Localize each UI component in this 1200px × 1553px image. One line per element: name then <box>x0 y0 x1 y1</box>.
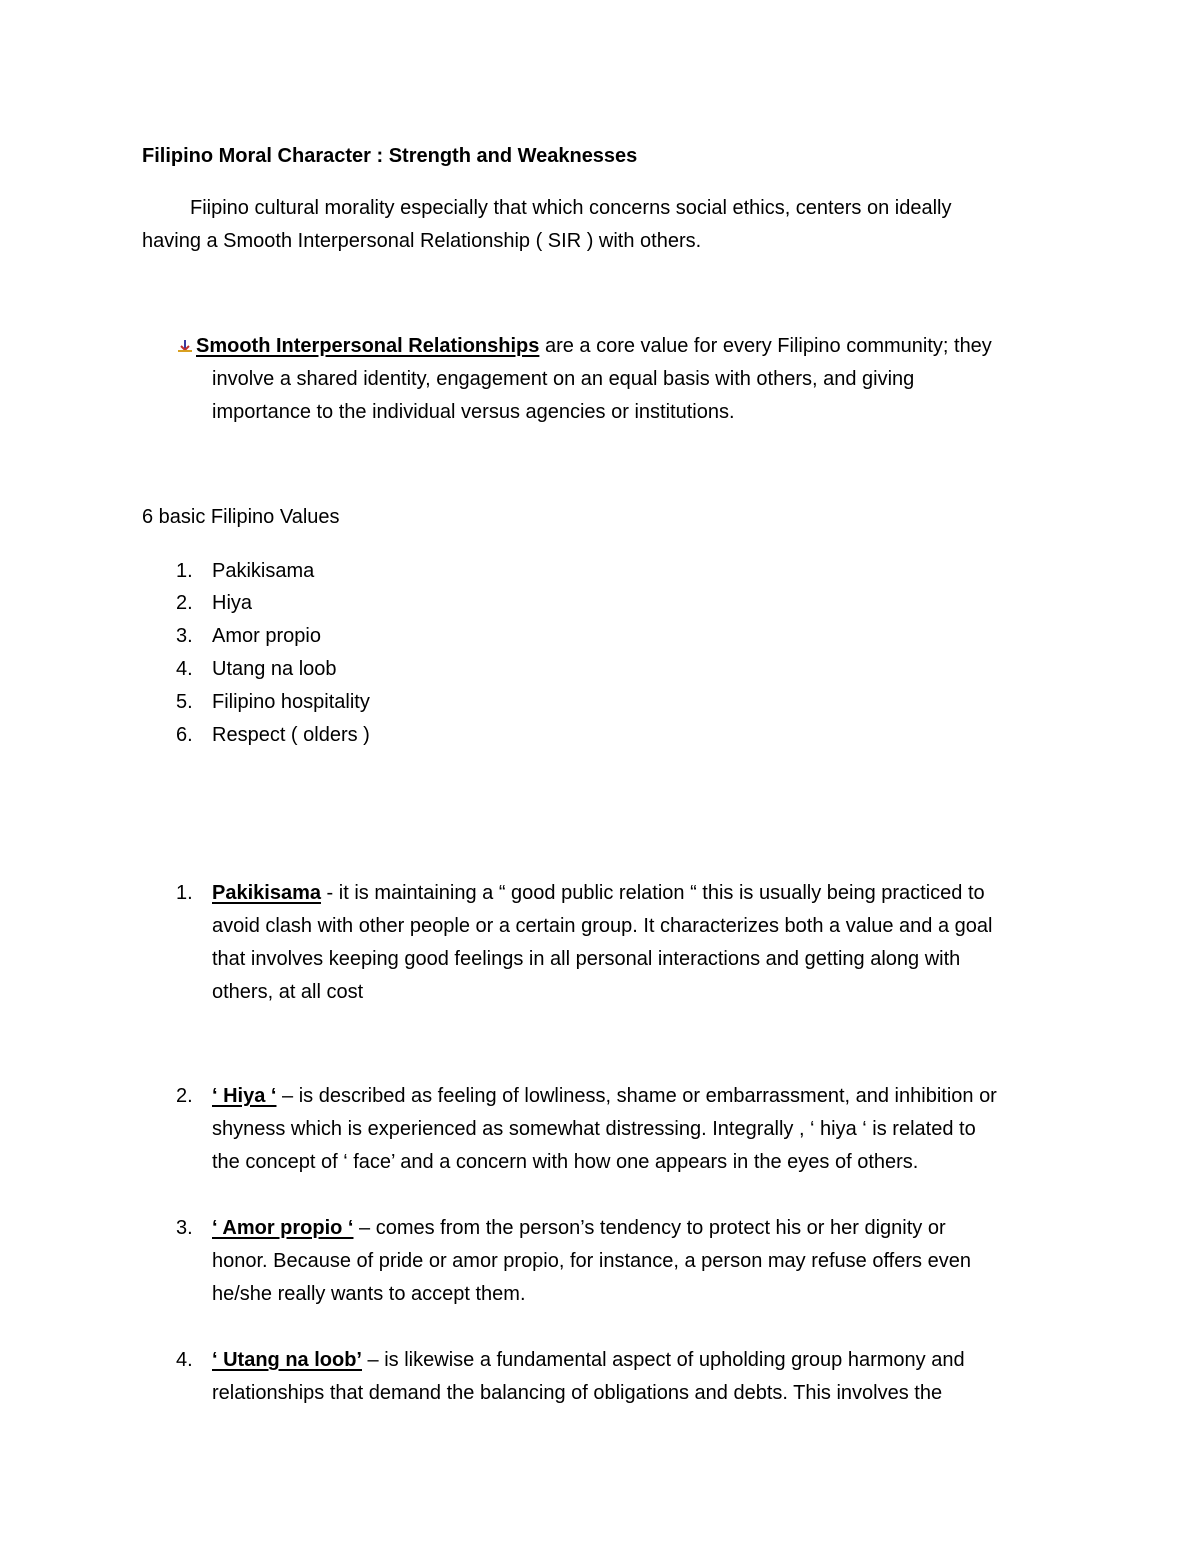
definition-number: 1. <box>176 882 193 904</box>
list-item-number: 1. <box>176 560 193 582</box>
intro-line-1: Fiipino cultural morality especially that which concerns social ethics, centers on ideally <box>190 197 952 219</box>
definition-line: avoid clash with other people or a certain group. It characterizes both a value and a goal <box>212 915 993 937</box>
definition-text: – is described as feeling of lowliness, shame or embarrassment, and inhibition or <box>276 1085 997 1107</box>
bullet-term: Smooth Interpersonal Relationships <box>196 335 540 357</box>
intro-line-2: having a Smooth Interpersonal Relationship ( SIR ) with others. <box>142 230 702 252</box>
arrow-bullet-icon <box>176 338 194 356</box>
bullet-line-3: importance to the individual versus agencies or institutions. <box>212 401 735 423</box>
definition-line: honor. Because of pride or amor propio, for instance, a person may refuse offers even <box>212 1250 971 1272</box>
definition-text: – is likewise a fundamental aspect of upholding group harmony and <box>362 1349 965 1371</box>
definition-number: 2. <box>176 1085 193 1107</box>
list-item-number: 2. <box>176 592 193 614</box>
definition-line: he/she really wants to accept them. <box>212 1283 526 1305</box>
definition-line: relationships that demand the balancing of obligations and debts. This involves the <box>212 1382 943 1404</box>
definition-line: others, at all cost <box>212 981 364 1003</box>
bullet-line-1-rest: are a core value for every Filipino community; they <box>544 335 992 357</box>
list-item-label: Filipino hospitality <box>212 691 370 713</box>
list-item-number: 3. <box>176 625 193 647</box>
definition-line: that involves keeping good feelings in all personal interactions and getting along with <box>212 948 961 970</box>
bullet-line-2: involve a shared identity, engagement on an equal basis with others, and giving <box>212 368 915 390</box>
list-item-number: 4. <box>176 658 193 680</box>
list-item-label: Hiya <box>212 592 253 614</box>
list-item-label: Utang na loob <box>212 658 337 680</box>
definition-text: - it is maintaining a “ good public relation “ this is usually being practiced to <box>320 882 985 904</box>
list-item-label: Respect ( olders ) <box>212 724 370 746</box>
values-heading: 6 basic Filipino Values <box>142 506 340 528</box>
definition-line <box>212 1344 965 1377</box>
definition-number: 4. <box>176 1349 193 1371</box>
list-item-label: Amor propio <box>212 625 321 647</box>
definition-text: – comes from the person’s tendency to protect his or her dignity or <box>353 1217 946 1239</box>
definition-term: Pakikisama <box>212 882 321 904</box>
definition-line <box>212 1080 997 1113</box>
definition-term: ‘ Utang na loob’ <box>212 1349 362 1371</box>
list-item-number: 5. <box>176 691 193 713</box>
definition-term: ‘ Amor propio ‘ <box>212 1217 354 1239</box>
list-item-number: 6. <box>176 724 193 746</box>
bullet-line-1 <box>196 330 992 363</box>
definition-term: ‘ Hiya ‘ <box>212 1085 277 1107</box>
definition-line <box>212 1212 946 1245</box>
definition-line <box>212 877 985 910</box>
list-item-label: Pakikisama <box>212 560 315 582</box>
page-title: Filipino Moral Character : Strength and Weaknesses <box>142 145 638 167</box>
definition-line: shyness which is experienced as somewhat distressing. Integrally , ‘ hiya ‘ is related to <box>212 1118 976 1140</box>
definition-number: 3. <box>176 1217 193 1239</box>
definition-line: the concept of ‘ face’ and a concern with how one appears in the eyes of others. <box>212 1151 919 1173</box>
